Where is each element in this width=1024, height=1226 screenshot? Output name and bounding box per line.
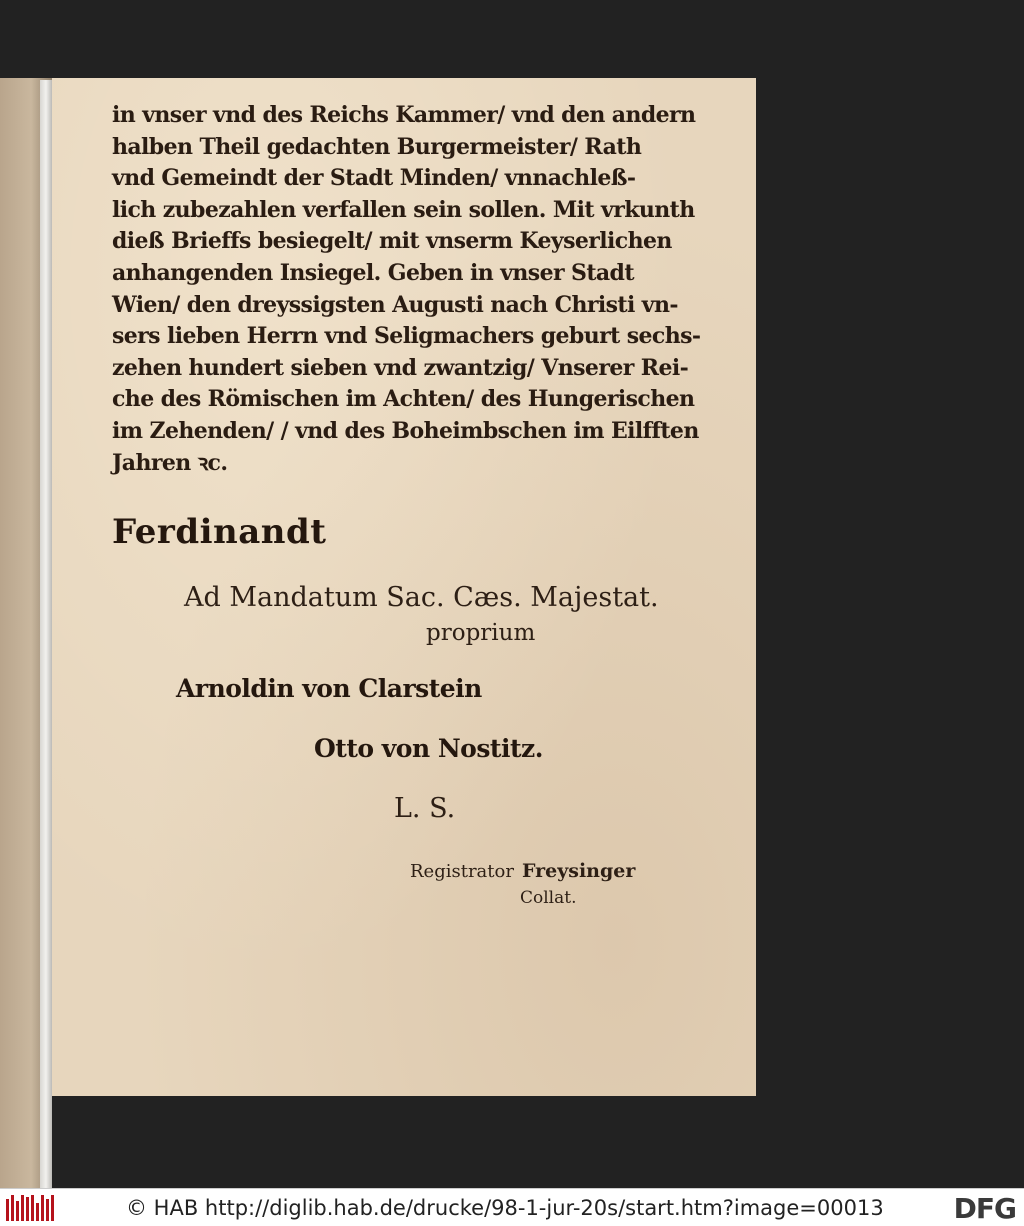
hab-logo-icon xyxy=(6,1195,54,1221)
body-line: Wien/ den dreyssigsten Augusti nach Christi vn- xyxy=(112,291,678,318)
proprium-line: proprium xyxy=(426,620,536,646)
footer-bar xyxy=(0,1188,1024,1226)
page-fore-edge xyxy=(40,80,52,1188)
seal-mark: L. S. xyxy=(394,793,456,824)
registrator-name: Freysinger xyxy=(521,860,636,882)
body-line: sers lieben Herrn vnd Seligmachers geburt sechs- xyxy=(112,323,701,350)
copyright-link[interactable]: © HAB http://diglib.hab.de/drucke/98-1-jur-20s/start.htm?image=00013 xyxy=(126,1195,884,1220)
collat-line: Collat. xyxy=(520,888,577,908)
signature-otto: Otto von Nostitz. xyxy=(314,734,543,763)
body-line: Jahren ꝛc. xyxy=(112,449,228,476)
body-line: che des Römischen im Achten/ des Hungerischen xyxy=(112,386,695,413)
body-line: dieß Brieffs besiegelt/ mit vnserm Keyserlichen xyxy=(112,228,672,255)
dfg-logo: DFG xyxy=(953,1192,1016,1225)
registrator-line xyxy=(410,860,635,882)
signature-arnoldin: Arnoldin von Clarstein xyxy=(176,674,482,703)
mandatum-line: Ad Mandatum Sac. Cæs. Majestat. xyxy=(184,582,659,613)
body-line: halben Theil gedachten Burgermeister/ Rath xyxy=(112,133,642,160)
body-line: im Zehenden/ / vnd des Boheimbschen im Eilfften xyxy=(112,417,699,444)
body-line: vnd Gemeindt der Stadt Minden/ vnnachleß- xyxy=(112,165,636,192)
body-line: lich zubezahlen verfallen sein sollen. Mit vrkunth xyxy=(112,196,695,223)
document-body-text xyxy=(112,100,701,479)
registrator-label: Registrator xyxy=(410,861,514,882)
body-line: in vnser vnd des Reichs Kammer/ vnd den andern xyxy=(112,102,696,128)
body-line: anhangenden Insiegel. Geben in vnser Stadt xyxy=(112,259,634,286)
signature-ferdinand: Ferdinandt xyxy=(112,512,327,552)
body-line: zehen hundert sieben vnd zwantzig/ Vnserer Rei- xyxy=(112,354,689,381)
